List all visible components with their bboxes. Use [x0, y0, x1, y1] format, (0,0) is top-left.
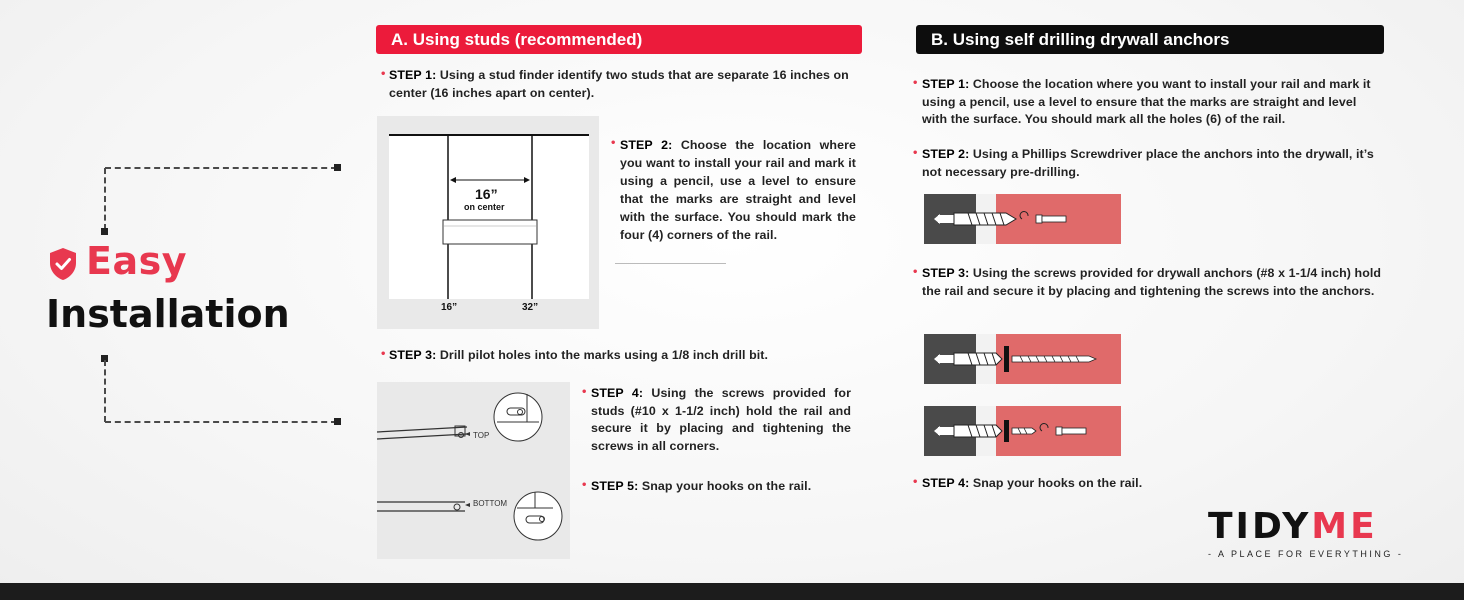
connector-top-horizontal [105, 167, 337, 169]
section-b-step3: STEP 3: Using the screws provided for drywall anchors (#8 x 1-1/4 inch) hold the rail and secure it by placing and tightening the screws into the anchors. [922, 266, 1382, 298]
bullet: • [581, 387, 588, 398]
brand-tagline: - A PLACE FOR EVERYTHING - [1208, 549, 1404, 559]
section-b-step4: STEP 4: Snap your hooks on the rail. [922, 476, 1143, 490]
connector-bottom-end [334, 418, 341, 425]
section-a-step1: STEP 1: Using a stud finder identify two studs that are separate 16 inches on center (16 inches apart on center). [389, 68, 849, 100]
distance-label: 16” [475, 186, 498, 202]
anchor-diagram-3 [924, 406, 1121, 456]
connector-top-start [101, 228, 108, 235]
connector-bottom-horizontal [105, 421, 337, 423]
anchor-diagram-2 [924, 334, 1121, 384]
section-a-step5: STEP 5: Snap your hooks on the rail. [591, 479, 812, 493]
top-label: TOP [473, 431, 490, 440]
bullet: • [912, 477, 919, 488]
title-easy: Easy [86, 239, 187, 283]
title-installation: Installation [46, 292, 290, 336]
section-a-step3: STEP 3: Drill pilot holes into the marks using a 1/8 inch drill bit. [389, 348, 769, 362]
section-a-header: A. Using studs (recommended) [376, 25, 862, 54]
bullet: • [380, 69, 387, 80]
anchor-diagram-1 [924, 194, 1121, 244]
section-a-step2: STEP 2: Choose the location where you want to install your rail and mark it using a pencil, use a level to ensure that the marks are straight and level with the surface. You should mark the four (4) corners of the rail. [620, 138, 856, 242]
tick-label-16: 16” [441, 302, 458, 313]
tick-label-32: 32” [522, 302, 539, 313]
section-a-step4: STEP 4: Using the screws provided for studs (#10 x 1-1/2 inch) hold the rail and secure it by placing and tightening the screws in all corners. [591, 386, 851, 453]
section-b-header: B. Using self drilling drywall anchors [916, 25, 1384, 54]
divider [615, 263, 726, 264]
shield-check-icon [48, 247, 78, 281]
stud-diagram [377, 116, 599, 329]
brand-logo: TIDYME [1208, 506, 1378, 547]
connector-top-vertical [104, 168, 106, 230]
section-b-step1: STEP 1: Choose the location where you want to install your rail and mark it using a pencil, use a level to ensure that the marks are straight and level with the surface. You should mark all the holes (6) of the rail. [922, 77, 1371, 126]
bullet: • [380, 349, 387, 360]
bottom-label: BOTTOM [473, 499, 508, 508]
connector-bottom-vertical [104, 360, 106, 422]
bullet: • [912, 267, 919, 278]
distance-sublabel: on center [464, 202, 505, 212]
connector-top-end [334, 164, 341, 171]
footer-bar [0, 583, 1464, 600]
section-b-step2: STEP 2: Using a Phillips Screwdriver place the anchors into the drywall, it’s not necessary pre-drilling. [922, 147, 1374, 179]
bullet: • [610, 138, 617, 149]
bullet: • [581, 480, 588, 491]
rail-diagram [377, 382, 570, 559]
bullet: • [912, 148, 919, 159]
bullet: • [912, 78, 919, 89]
